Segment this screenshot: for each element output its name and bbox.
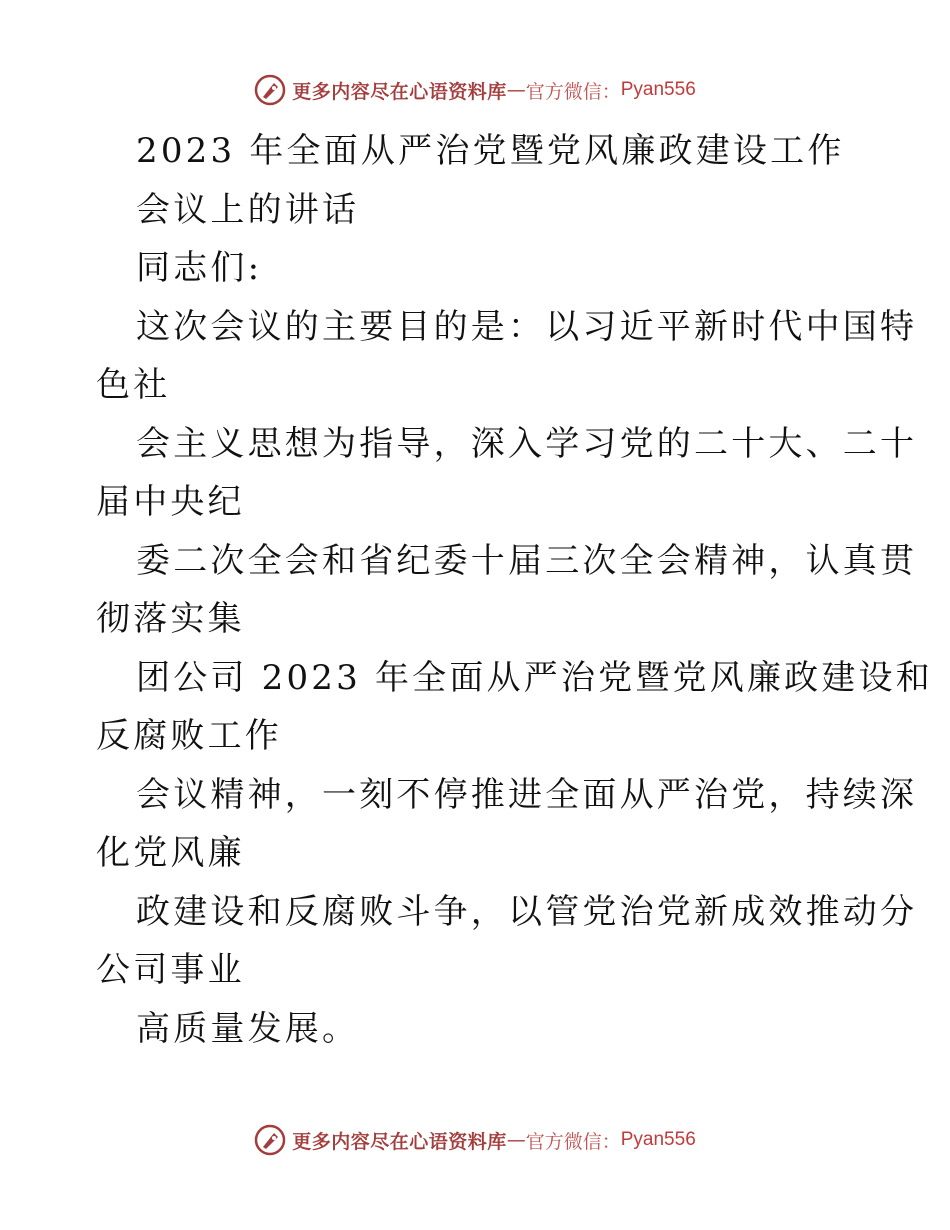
- pen-nib-logo-icon: [254, 1124, 286, 1156]
- banner-wechat-label: 官方微信：: [525, 80, 621, 103]
- banner-separator: —: [506, 1129, 526, 1151]
- doc-paragraph-line: 团公司 2023 年全面从严治党暨党风廉政建设和: [136, 657, 933, 698]
- doc-paragraph-line: 会主义思想为指导，深入学习党的二十大、二十: [136, 423, 918, 464]
- doc-paragraph-line: 政建设和反腐败斗争，以管党治党新成效推动分: [136, 891, 918, 932]
- doc-paragraph-line: 化党风廉: [96, 833, 245, 873]
- doc-paragraph-line: 高质量发展。: [136, 1008, 360, 1049]
- doc-paragraph-line: 届中央纪: [96, 482, 245, 522]
- banner-separator: —: [506, 79, 526, 101]
- doc-paragraph-line: 这次会议的主要目的是：以习近平新时代中国特: [136, 306, 918, 347]
- doc-salutation: 同志们:: [136, 248, 263, 288]
- doc-paragraph-line: 会议精神，一刻不停推进全面从严治党，持续深: [136, 774, 918, 815]
- pen-nib-logo-icon: [254, 74, 286, 106]
- document-body: [96, 122, 933, 1058]
- doc-paragraph-line: 色社: [96, 365, 171, 405]
- header-banner: [0, 72, 950, 108]
- doc-paragraph-line: 反腐败工作: [96, 716, 282, 756]
- banner-wechat-label: 官方微信：: [525, 1130, 621, 1153]
- doc-paragraph-line: 公司事业: [96, 950, 245, 990]
- banner-text: 更多内容尽在心语资料库: [292, 80, 507, 103]
- banner-wechat-id: Pyan556: [620, 1129, 696, 1150]
- footer-banner: [0, 1122, 950, 1158]
- banner-text: 更多内容尽在心语资料库: [292, 1130, 507, 1153]
- doc-paragraph-line: 委二次全会和省纪委十届三次全会精神，认真贯: [136, 540, 918, 581]
- doc-paragraph-line: 彻落实集: [96, 599, 245, 639]
- doc-title-line: 会议上的讲话: [136, 189, 360, 230]
- doc-title-line: 2023 年全面从严治党暨党风廉政建设工作: [136, 131, 845, 171]
- banner-wechat-id: Pyan556: [620, 79, 696, 100]
